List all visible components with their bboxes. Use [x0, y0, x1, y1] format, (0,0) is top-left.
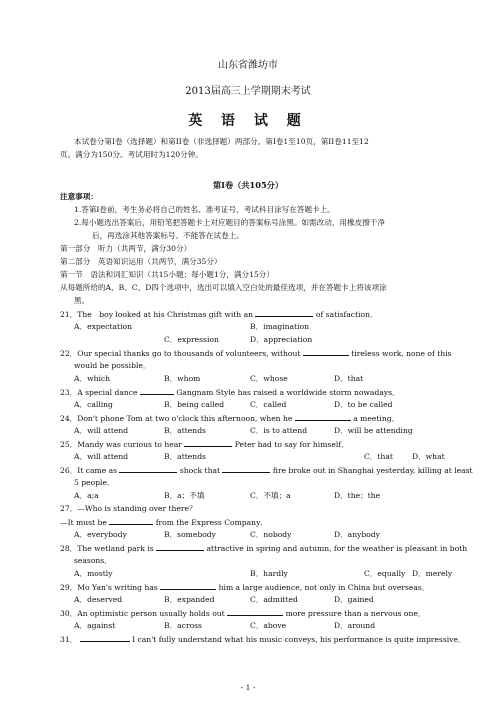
option-b: B．imagination [250, 322, 309, 331]
question-22 [60, 348, 451, 359]
option-a: A．against [74, 621, 116, 630]
question-text: Peter had to say for himself． [234, 440, 349, 449]
page-number: - 1 - [240, 683, 256, 692]
option-b: B．being called [164, 400, 225, 409]
option-d: D．will be attending [334, 426, 413, 435]
option-b: B．whom [164, 374, 201, 383]
question-text: Gangnam Style has raised a worldwide storm nowadays． [176, 388, 400, 397]
answer-blank [295, 413, 351, 421]
intro-line-2: 页。满分为150分。考试用时为120分钟。 [60, 150, 203, 159]
question-text: 31． [60, 635, 78, 644]
option-a: A．will attend [74, 426, 129, 435]
question-23 [60, 387, 400, 398]
answer-blank [222, 465, 270, 473]
question-text: attractive in spring and autumn, for the weather is pleasant in both [206, 544, 468, 553]
question-25 [60, 439, 349, 450]
option-a: A．expectation [74, 322, 132, 331]
question-text: 28．The wetland park is [60, 544, 154, 553]
answer-blank [140, 387, 174, 395]
part-line: 第二部分 英语知识运用（共两节，满分35分） [60, 257, 222, 266]
option-c: C．called [250, 400, 287, 409]
question-text: 26．It came as [60, 466, 118, 475]
option-b: B．attends [164, 452, 206, 461]
question-text: fire broke out in Shanghai yesterday, killing at least [272, 466, 473, 475]
answer-blank [80, 634, 130, 642]
answer-blank [184, 439, 232, 447]
option-c: C．expression [164, 335, 219, 344]
instruction-line: 从每题所给的A、B、C、D四个选项中，选出可以填入空白处的最佳选项，并在答题卡上将该项涂 [60, 283, 387, 292]
option-a: A．everybody [74, 530, 127, 539]
option-d: D．the；the [334, 491, 381, 500]
question-text: —It must be [60, 518, 107, 527]
option-b: B．hardly [250, 569, 288, 578]
option-c: C．is to attend [250, 426, 308, 435]
question-text: more pressure than a nervous one． [285, 609, 426, 618]
question-text: 21．The boy looked at his Christmas gift with an [60, 310, 254, 319]
option-a: A．will attend [74, 452, 129, 461]
option-d: D．gained [334, 595, 374, 604]
answer-blank [160, 582, 216, 590]
question-text: would be possible． [74, 361, 151, 370]
option-b: B．somebody [164, 530, 216, 539]
note-item: 1.答第I卷前，考生务必将自己的姓名、准考证号、考试科目涂写在答题卡上。 [74, 205, 335, 214]
option-d: D．what [412, 452, 445, 461]
answer-blank [227, 608, 283, 616]
option-b: B．a；不填 [164, 491, 205, 500]
question-30 [60, 608, 425, 619]
question-text: 25．Mandy was curious to hear [60, 440, 182, 449]
question-21 [60, 309, 378, 320]
question-text: seasons． [74, 556, 112, 565]
answer-blank [119, 465, 177, 473]
option-d: D．merely [412, 569, 453, 578]
option-a: A．mostly [74, 569, 113, 578]
part-line: 第一节 语法和词汇知识（共15小题；每小题1分，满分15分） [60, 270, 274, 279]
question-text: 23．A special dance [60, 388, 138, 397]
option-c: C．nobody [250, 530, 292, 539]
option-c: C．whose [250, 374, 288, 383]
question-27: 27．—Who is standing over there？ [60, 504, 197, 513]
option-c: C．不填；a [250, 491, 291, 500]
question-31 [60, 634, 466, 645]
option-c: C．admitted [250, 595, 298, 604]
question-27-line-2 [60, 517, 268, 528]
intro-line-1: 本试卷分第I卷（选择题）和第II卷（非选择题）两部分。第I卷1至10页，第II卷11至12 [74, 137, 369, 146]
section-title: 第I卷（共105分） [212, 180, 284, 190]
option-d: D．to be called [334, 400, 393, 409]
question-text: of satisfaction． [315, 310, 378, 319]
question-29 [60, 582, 429, 593]
question-24 [60, 413, 399, 424]
option-b: B．attends [164, 426, 206, 435]
option-a: A．which [74, 374, 111, 383]
question-text: 24．Don't phone Tom at two o'clock this afternoon, when he [60, 414, 293, 423]
question-text: tireless work, none of this [351, 349, 452, 358]
option-d: D．appreciation [250, 335, 313, 344]
instruction-line: 黑。 [74, 296, 90, 305]
answer-blank [109, 517, 153, 525]
note-item: 2.每小题选出答案后，用铅笔把答题卡上对应题目的答案标号涂黑。如需改动，用橡皮擦干净 [74, 218, 385, 227]
option-b: B．across [164, 621, 202, 630]
option-c: C．that [364, 452, 393, 461]
answer-blank [156, 543, 204, 551]
question-text: from the Express Company． [155, 518, 268, 527]
subject-title: 英 语 试 题 [188, 113, 308, 129]
part-line: 第一部分 听力（共两节，满分30分） [60, 244, 192, 253]
question-text: shock that [179, 466, 221, 475]
question-text: 22．Our special thanks go to thousands of volunteers, without [60, 349, 301, 358]
option-c: C．equally [364, 569, 406, 578]
exam-title: 2013届高三上学期期末考试 [185, 86, 311, 97]
question-text: 30．An optimistic person usually holds out [60, 609, 225, 618]
answer-blank [303, 348, 349, 356]
option-d: D．around [334, 621, 376, 630]
option-a: A．a;a [74, 491, 99, 500]
question-26 [60, 465, 473, 476]
answer-blank [255, 309, 313, 317]
question-text: him a large audience, not only in China but overseas． [218, 583, 430, 592]
question-28 [60, 543, 467, 554]
question-text: 29．Mo Yan's writing has [60, 583, 158, 592]
note-item: 后，再选涂其他答案标号。不能答在试卷上。 [92, 231, 244, 240]
option-a: A．deserved [74, 595, 123, 604]
notes-heading: 注意事项： [60, 192, 98, 201]
question-text: a meeting． [353, 414, 400, 423]
option-b: B．expanded [164, 595, 215, 604]
option-a: A．calling [74, 400, 113, 409]
question-text: I can't fully understand what his music conveys, his performance is quite impressive． [132, 635, 466, 644]
question-text: 5 people． [74, 478, 115, 487]
option-d: D．anybody [334, 530, 380, 539]
province-city-title: 山东省潍坊市 [218, 60, 278, 71]
option-d: D．that [334, 374, 364, 383]
option-c: C．above [250, 621, 287, 630]
